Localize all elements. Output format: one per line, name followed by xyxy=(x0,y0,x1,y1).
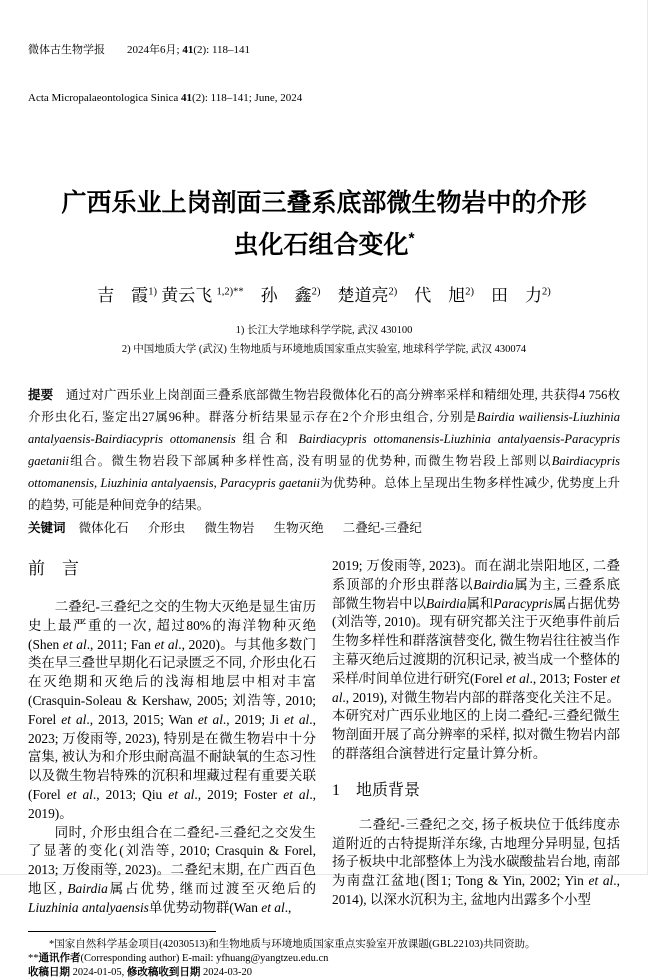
section-heading-geology: 1 地质背景 xyxy=(332,781,421,799)
paragraph: 同时, 介形虫组合在二叠纪-三叠纪之交发生了显著的变化(刘浩等, 2010; Crasquin & Forel, 2013; 万俊雨等, 2023)。二叠纪末期, 在广西百色地区, Bairdia属占优势, 继而过渡至灭绝后的Liuzhinia antalyaensis单优势动物群(Wan et al., xyxy=(28,824,316,915)
paragraph: 二叠纪-三叠纪之交, 扬子板块位于低纬度赤道附近的古特提斯洋东缘, 古地理分异明显, 包括扬子板块中北部整体上为浅水碳酸盐岩台地, 南部为南盘江盆地(图1; Tong & Yin, 2002; Yin et al., 2014), 以深水沉积为主, 盆地内出露多个小型 xyxy=(332,816,620,907)
journal-header-en: Acta Micropalaeontologica Sinica 41(2): 118–141; June, 2024 xyxy=(28,92,303,104)
keyword-item: 二叠纪-三叠纪 xyxy=(342,521,422,535)
journal-header xyxy=(28,10,620,138)
keyword-item: 介形虫 xyxy=(147,521,186,535)
left-column xyxy=(28,557,316,918)
keyword-item: 微生物岩 xyxy=(204,521,255,535)
keywords-line xyxy=(28,517,620,539)
article-title-line2: 虫化石组合变化* xyxy=(233,230,415,259)
footnote-divider xyxy=(28,931,216,932)
keywords-label: 关键词 xyxy=(28,521,66,535)
affiliation-1: 1) 长江大学地球科学学院, 武汉 430100 xyxy=(235,325,413,336)
authors-line: 吉 霞$^{1)}$ 黄云飞 $^{1,2)**}$ 孙 鑫$^{2)}$ 楚道亮$^{2)}$ 代 旭$^{2)}$ 田 力$^{2)}$ xyxy=(97,286,551,305)
affiliations xyxy=(28,321,620,359)
footnote-dates: 收稿日期 2024-01-05, 修改稿收到日期 2024-03-20 xyxy=(28,966,252,978)
footnote-funding: *国家自然科学基金项目(42030513)和生物地质与环境地质国家重点实验室开放课题(GBL22103)共同资助。 xyxy=(49,938,536,950)
paragraph: 二叠纪-三叠纪之交的生物大灭绝是显生宙历史上最严重的一次, 超过80%的海洋物种灭绝(Shen et al., 2011; Fan et al., 2020)。与其他多数门类在早三叠世早期化石记录匮乏不同, 介形虫化石在灭绝期和灭绝后的浅海相地层中相对丰富(Crasquin-Soleau & Kershaw, 2005; 刘浩等, 2010; Forel et al., 2013, 2015; Wan et al., 2019; Ji et al., 2023; 万俊雨等, 2023), 特别是在微生物岩中十分富集, 被认为和介形虫耐高温不耐缺氧的生态习性以及微生物岩特殊的沉积和埋藏过程有重要关联(Forel et al., 2013; Qiu et al., 2019; Foster et al., 2019)。 xyxy=(28,599,317,821)
body-columns xyxy=(28,557,620,918)
section-heading-introduction: 前 言 xyxy=(28,559,79,578)
journal-header-cn: 微体古生物学报 2024年6月; 41(2): 118–141 xyxy=(28,44,251,56)
right-column xyxy=(332,557,620,918)
keyword-item: 生物灭绝 xyxy=(273,521,324,535)
footnote-corresponding-author: **通讯作者(Corresponding author) E-mail: yfhuang@yangtzeu.edu.cn xyxy=(28,952,329,964)
abstract-paragraph: 提要 通过对广西乐业上岗剖面三叠系底部微生物岩段微体化石的高分辨率采样和精细处理, 共获得4 756枚介形虫化石, 鉴定出27属96种。群落分析结果显示存在2个介形虫组合, 分别是Bairdia wailiensis-Liuzhinia antalyaensis-Bairdiacypris ottomanensis 组合和 Bairdiacypris ottomanensis-Liuzhinia antalyaensis-Paracypris gaetanii组合。微生物岩段下部属种多样性高, 没有明显的优势种, 而微生物岩段上部则以Bairdiacypris ottomanensis, Liuzhinia antalyaensis, Paracypris gaetanii为优势种。总体上呈现出生物多样性减少, 优势度上升的趋势, 可能是种间竞争的结果。 xyxy=(28,388,624,512)
footnotes xyxy=(28,938,620,980)
keyword-item: 微体化石 xyxy=(78,521,129,535)
article-title xyxy=(28,182,620,266)
article-title-line1: 广西乐业上岗剖面三叠系底部微生物岩中的介形 xyxy=(61,189,587,217)
paragraph: 2019; 万俊雨等, 2023)。而在湖北崇阳地区, 二叠系顶部的介形虫群落以Bairdia属为主, 三叠系底部微生物岩中以Bairdia属和Paracypris属占据优势(刘浩等, 2010)。现有研究都关注于灭绝事件前后生物多样性和群落演替变化, 微生物岩往往被当作主幕灭绝后过渡期的沉积记录, 被当成一个整体的采样/时间单位进行研究(Forel et al., 2013; Foster et al., 2019), 对微生物岩内部的群落变化关注不足。本研究对广西乐业地区的上岗二叠纪-三叠纪微生物剖面开展了高分辨率的采样, 拟对微生物岩内部的群落组合演替进行定量计算分析。 xyxy=(332,558,621,761)
affiliation-2: 2) 中国地质大学 (武汉) 生物地质与环境地质国家重点实验室, 地球科学学院, 武汉 430074 xyxy=(121,344,527,355)
